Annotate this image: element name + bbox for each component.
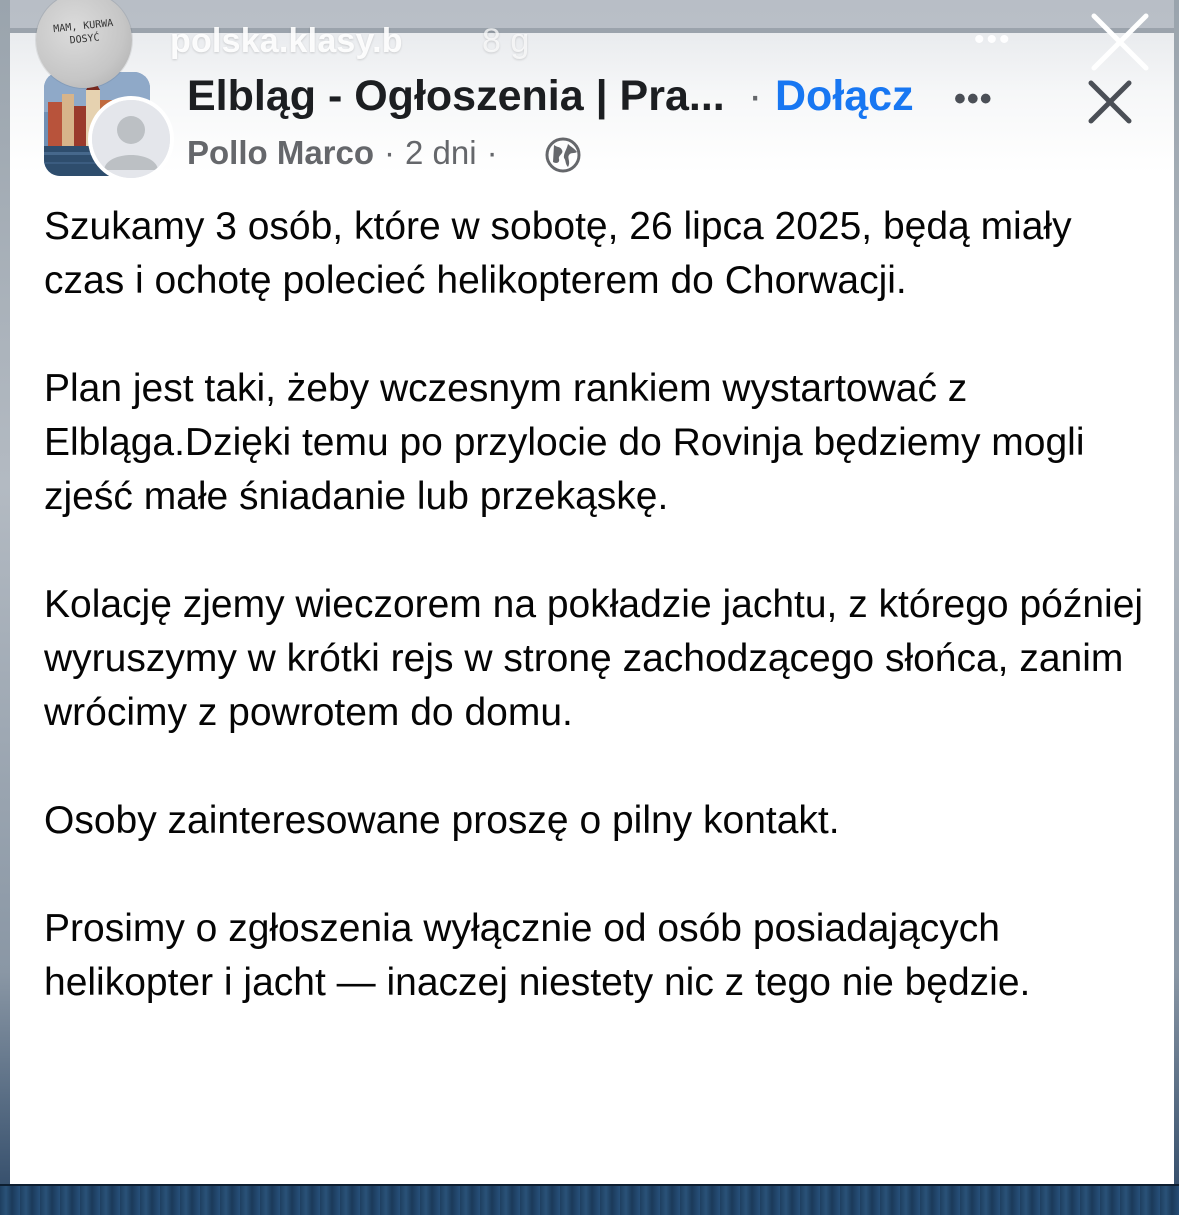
- meta-separator: ·: [384, 134, 396, 171]
- story-username[interactable]: polska.klasy.b: [170, 22, 403, 60]
- post-paragraph: Prosimy o zgłoszenia wyłącznie od osób posiadających helikopter i jacht — inaczej niestety nic z tego nie będzie.: [44, 907, 1031, 1004]
- background-right-edge: [1174, 0, 1179, 1215]
- post-meta: [187, 134, 508, 172]
- group-title[interactable]: Elbląg - Ogłoszenia | Pra...: [187, 72, 725, 120]
- author-name[interactable]: Pollo Marco: [187, 134, 375, 171]
- story-timestamp: 8 g: [482, 22, 530, 60]
- post-paragraph: Osoby zainteresowane proszę o pilny kontakt.: [44, 799, 840, 842]
- story-avatar-sticker-text: MAM, KURWA DOSYĆ: [52, 17, 114, 47]
- post-more-options-icon[interactable]: •••: [954, 80, 993, 118]
- post-age[interactable]: 2 dni: [405, 134, 477, 171]
- title-separator: ·: [748, 72, 763, 120]
- background-water: [0, 1186, 1179, 1215]
- join-group-link[interactable]: Dołącz: [775, 72, 914, 120]
- globe-icon: [544, 136, 582, 174]
- post-close-icon[interactable]: [1086, 78, 1134, 126]
- author-avatar[interactable]: [88, 96, 174, 182]
- post-paragraph: Szukamy 3 osób, które w sobotę, 26 lipca 2025, będą miały czas i ochotę polecieć helikopterem do Chorwacji.: [44, 205, 1072, 302]
- background-left-edge: [0, 0, 10, 1215]
- meta-separator: ·: [486, 134, 498, 171]
- story-close-icon[interactable]: [1088, 10, 1152, 74]
- story-more-options-icon[interactable]: •••: [974, 23, 1012, 56]
- post-body: [44, 200, 1154, 1010]
- post-paragraph: Plan jest taki, żeby wczesnym rankiem wystartować z Elbląga.Dzięki temu po przylocie do Rovinja będziemy mogli zjeść małe śniadanie lub przekąskę.: [44, 367, 1085, 518]
- post-paragraph: Kolację zjemy wieczorem na pokładzie jachtu, z którego później wyruszymy w krótki rejs w stronę zachodzącego słońca, zanim wrócimy z powrotem do domu.: [44, 583, 1144, 734]
